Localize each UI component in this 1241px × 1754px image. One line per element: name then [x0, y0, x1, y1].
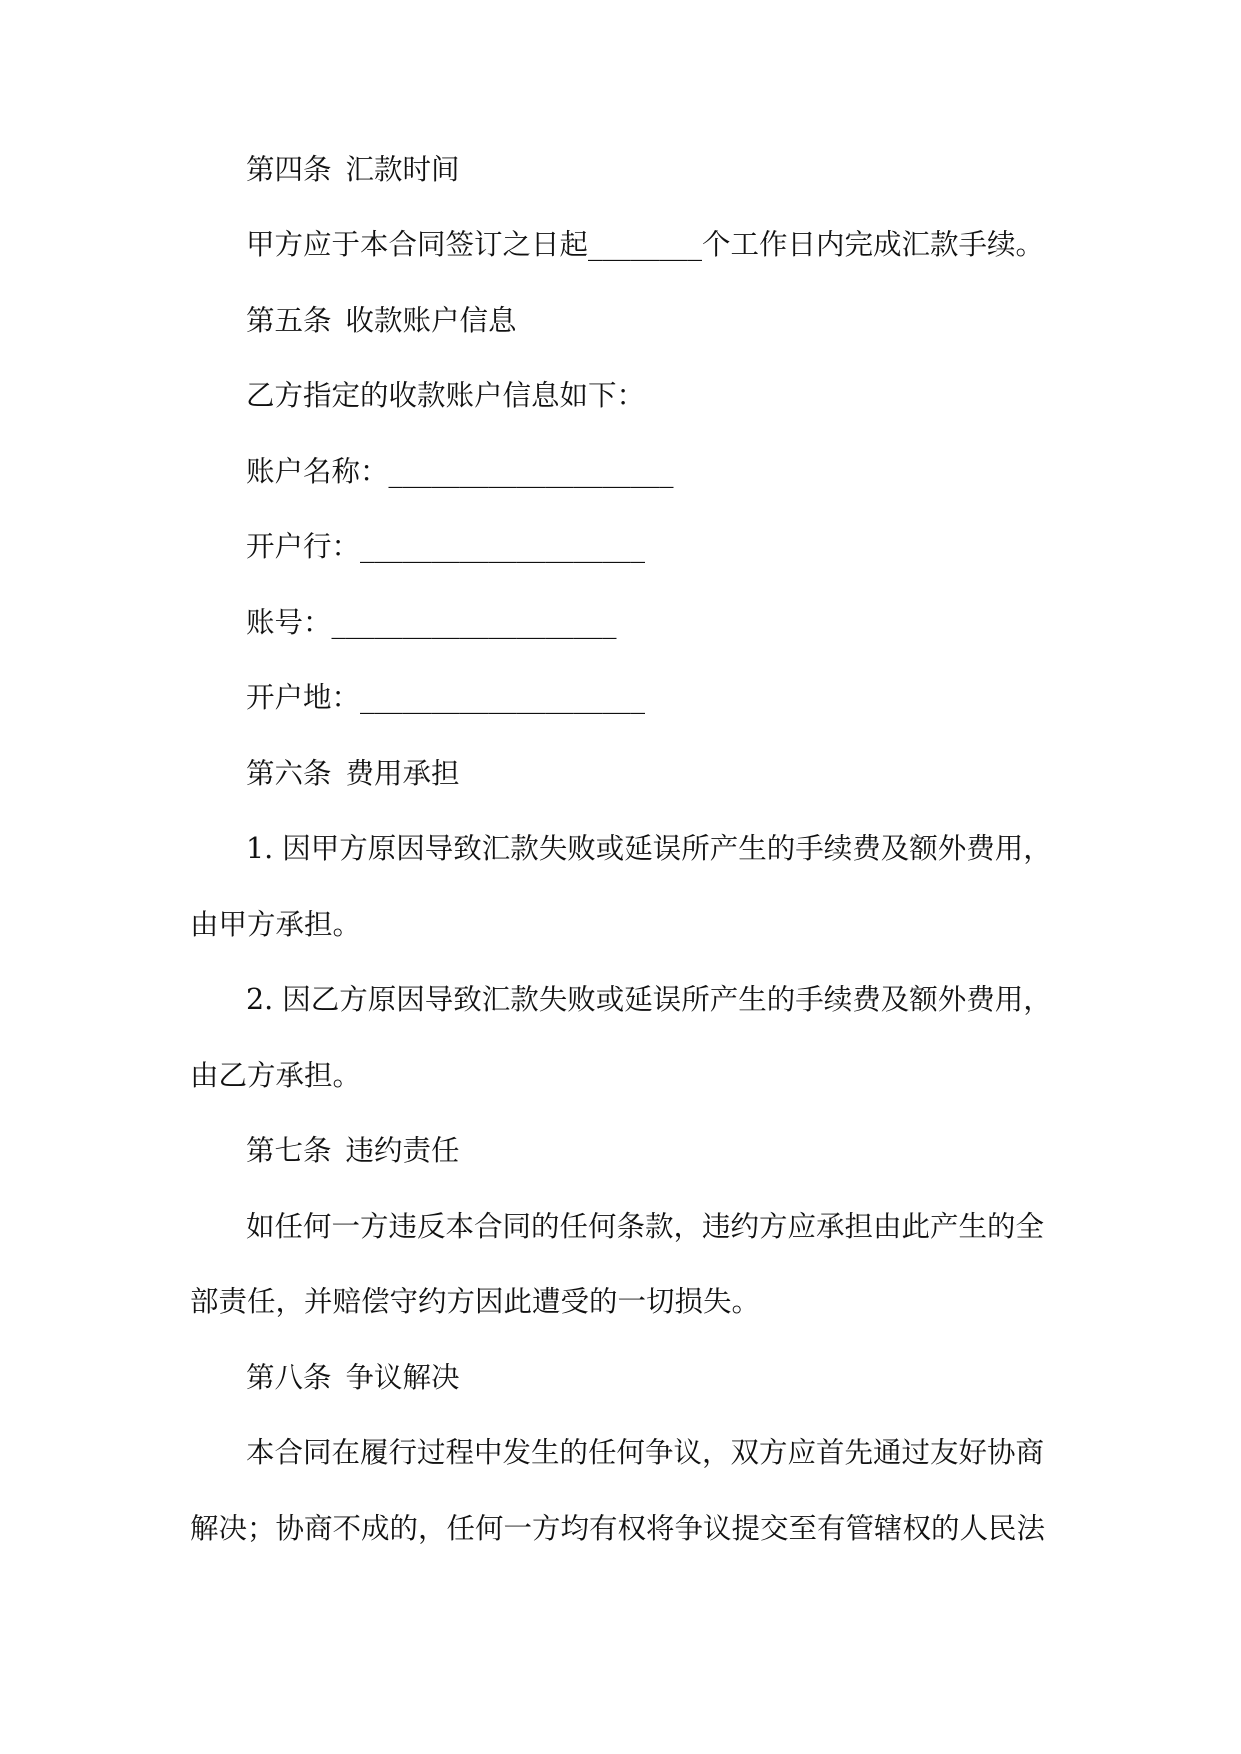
article-5-intro: 乙方指定的收款账户信息如下：: [246, 379, 646, 412]
article-4-heading: [246, 150, 460, 190]
article-title: 收款账户信息: [345, 304, 517, 337]
article-number: 第六条: [246, 757, 332, 790]
article-6-heading: [246, 754, 460, 794]
article-4-text: 甲方应于本合同签订之日起________个工作日内完成汇款手续。: [246, 228, 1045, 261]
article-7-text-2: 部责任，并赔偿守约方因此遭受的一切损失。: [190, 1285, 761, 1318]
article-6-item-1-cont: 由甲方承担。: [190, 908, 362, 941]
article-5-heading: [246, 301, 517, 341]
account-number-field: 账号：____________________: [246, 606, 617, 639]
article-title: 费用承担: [345, 757, 460, 790]
article-7-text-1: 如任何一方违反本合同的任何条款，违约方应承担由此产生的全: [246, 1210, 1045, 1243]
article-number: 第四条: [246, 153, 332, 186]
article-number: 第八条: [246, 1361, 332, 1394]
article-6-item-1: 1. 因甲方原因导致汇款失败或延误所产生的手续费及额外费用，: [246, 832, 1052, 865]
article-number: 第七条: [246, 1134, 332, 1167]
article-7-heading: [246, 1131, 460, 1171]
article-8-heading: [246, 1358, 460, 1398]
article-number: 第五条: [246, 304, 332, 337]
article-title: 违约责任: [345, 1134, 460, 1167]
bank-field: 开户行：____________________: [246, 530, 646, 563]
article-title: 争议解决: [345, 1361, 460, 1394]
article-8-text-1: 本合同在履行过程中发生的任何争议，双方应首先通过友好协商: [246, 1436, 1045, 1469]
article-title: 汇款时间: [345, 153, 460, 186]
bank-location-field: 开户地：____________________: [246, 681, 646, 714]
account-name-field: 账户名称：____________________: [246, 455, 674, 488]
article-6-item-2: 2. 因乙方原因导致汇款失败或延误所产生的手续费及额外费用，: [246, 983, 1052, 1016]
article-8-text-2: 解决；协商不成的，任何一方均有权将争议提交至有管辖权的人民法: [190, 1512, 1046, 1545]
article-6-item-2-cont: 由乙方承担。: [190, 1059, 362, 1092]
